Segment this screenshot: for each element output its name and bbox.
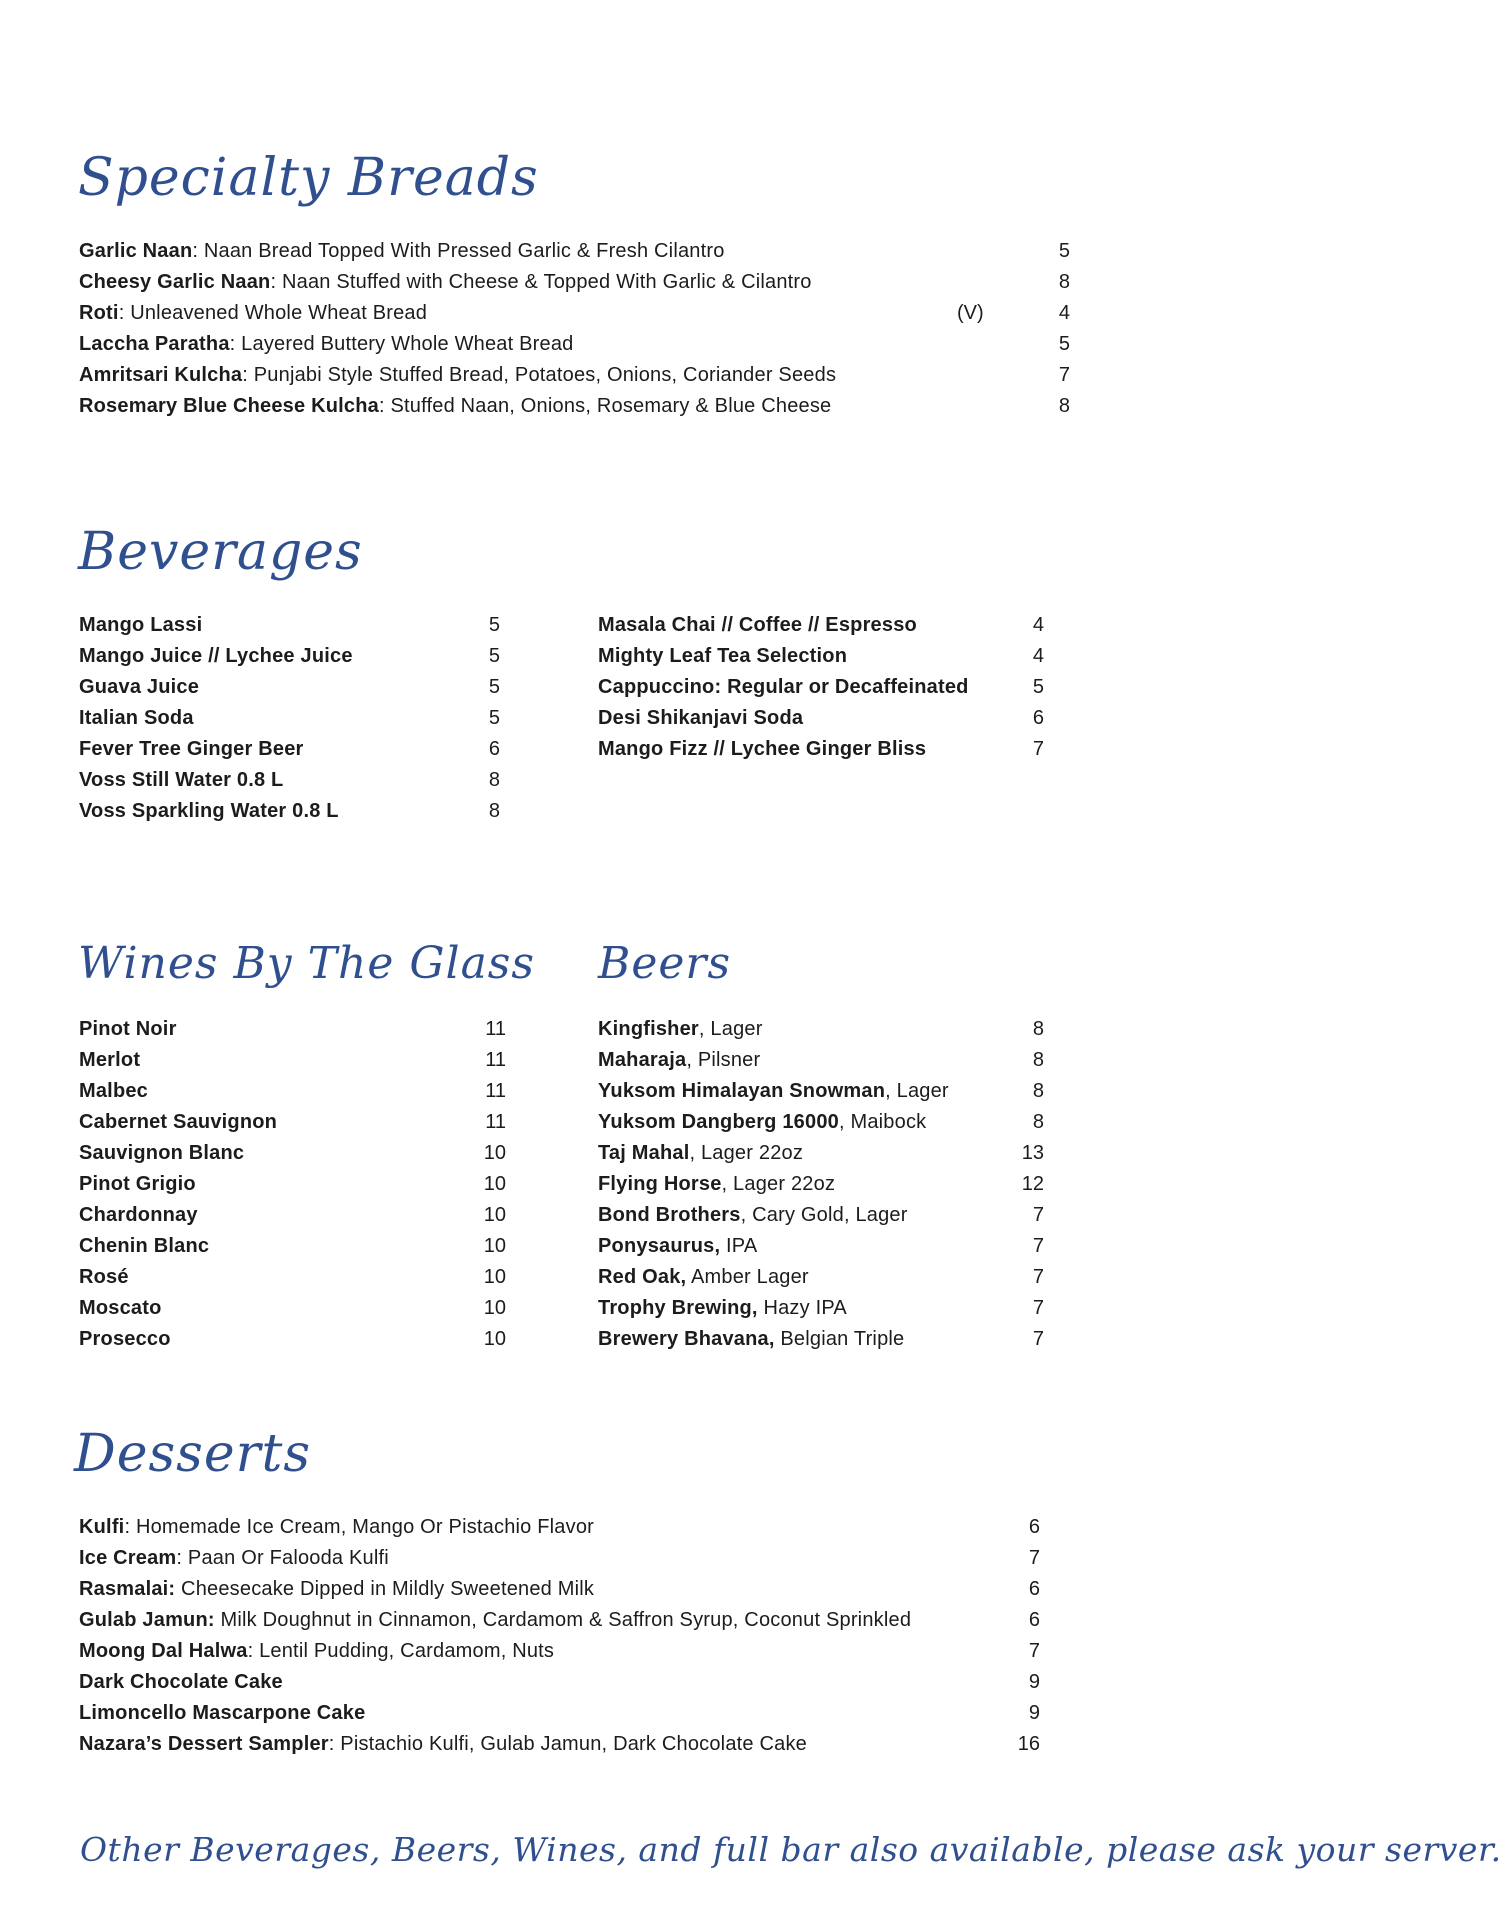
list-item xyxy=(79,360,836,391)
item-price: 10 xyxy=(483,1142,506,1164)
list-item xyxy=(598,734,926,765)
item-price: 6 xyxy=(1028,1516,1040,1538)
item-name: Garlic Naan xyxy=(79,240,193,262)
list-item xyxy=(598,610,917,641)
item-price: 16 xyxy=(1017,1733,1040,1755)
item-price: 8 xyxy=(488,769,500,791)
item-price: 10 xyxy=(483,1297,506,1319)
item-desc: : Homemade Ice Cream, Mango Or Pistachio Flavor xyxy=(124,1516,595,1538)
item-name: Pinot Noir xyxy=(79,1018,177,1040)
item-desc: , Pilsner xyxy=(686,1049,761,1071)
item-price: 7 xyxy=(1028,1547,1040,1569)
item-name: Rosemary Blue Cheese Kulcha xyxy=(79,395,379,417)
item-price: 7 xyxy=(1032,1235,1044,1257)
item-name: Mango Fizz // Lychee Ginger Bliss xyxy=(598,738,927,760)
specialty-breads-title: Specialty Breads xyxy=(78,148,539,208)
item-price: 10 xyxy=(483,1235,506,1257)
item-price: 13 xyxy=(1021,1142,1044,1164)
item-name: Amritsari Kulcha xyxy=(79,364,243,386)
item-price: 8 xyxy=(488,800,500,822)
item-price: 8 xyxy=(1058,271,1070,293)
item-name: Taj Mahal xyxy=(598,1142,690,1164)
wines-title: Wines By The Glass xyxy=(78,938,535,989)
item-name: Cabernet Sauvignon xyxy=(79,1111,278,1133)
item-desc: IPA xyxy=(720,1235,758,1257)
item-price: 7 xyxy=(1058,364,1070,386)
list-item xyxy=(79,1636,554,1667)
footer-note: Other Beverages, Beers, Wines, and full bar also available, please ask your server. xyxy=(80,1830,1502,1869)
item-price: 7 xyxy=(1032,738,1044,760)
list-item xyxy=(79,703,194,734)
item-name: Rosé xyxy=(79,1266,129,1288)
item-name: Cheesy Garlic Naan xyxy=(79,271,271,293)
item-name: Chenin Blanc xyxy=(79,1235,210,1257)
item-name: Ponysaurus, xyxy=(598,1235,721,1257)
item-price: 7 xyxy=(1032,1297,1044,1319)
item-name: Desi Shikanjavi Soda xyxy=(598,707,804,729)
list-item xyxy=(79,267,812,298)
item-price: 10 xyxy=(483,1204,506,1226)
item-desc: Naan Bread Topped With Pressed Garlic & Fresh Cilantro xyxy=(203,240,725,262)
list-item xyxy=(79,1698,365,1729)
item-price: 9 xyxy=(1028,1671,1040,1693)
item-name: Pinot Grigio xyxy=(79,1173,196,1195)
item-desc: , Lager 22oz xyxy=(721,1173,836,1195)
list-item xyxy=(598,1231,757,1262)
item-name: Dark Chocolate Cake xyxy=(79,1671,283,1693)
item-price: 7 xyxy=(1032,1266,1044,1288)
item-name: Fever Tree Ginger Beer xyxy=(79,738,304,760)
list-item xyxy=(79,1169,196,1200)
item-desc: Cheesecake Dipped in Mildly Sweetened Milk xyxy=(175,1578,595,1600)
list-item xyxy=(598,1076,949,1107)
item-name: Yuksom Dangberg 16000 xyxy=(598,1111,839,1133)
item-sep: : xyxy=(242,364,254,386)
list-item xyxy=(79,1605,911,1636)
item-name: Nazara’s Dessert Sampler xyxy=(79,1733,329,1755)
item-name: Roti xyxy=(79,302,119,324)
list-item xyxy=(598,1262,809,1293)
item-name: Italian Soda xyxy=(79,707,194,729)
item-name: Yuksom Himalayan Snowman xyxy=(598,1080,886,1102)
item-name: Voss Sparkling Water 0.8 L xyxy=(79,800,339,822)
item-desc: Stuffed Naan, Onions, Rosemary & Blue Cheese xyxy=(390,395,832,417)
item-name: Ice Cream xyxy=(79,1547,177,1569)
list-item xyxy=(598,1200,908,1231)
beverages-title: Beverages xyxy=(78,522,363,582)
item-price: 4 xyxy=(1032,614,1044,636)
list-item xyxy=(79,672,199,703)
item-name: Moong Dal Halwa xyxy=(79,1640,248,1662)
list-item xyxy=(79,734,304,765)
list-item xyxy=(79,1543,389,1574)
item-name: Kingfisher xyxy=(598,1018,699,1040)
item-desc: , Lager xyxy=(698,1018,763,1040)
list-item xyxy=(79,236,725,267)
desserts-title: Desserts xyxy=(74,1424,312,1484)
item-name: Merlot xyxy=(79,1049,141,1071)
list-item xyxy=(598,672,969,703)
item-name: Limoncello Mascarpone Cake xyxy=(79,1702,366,1724)
item-name: Maharaja xyxy=(598,1049,687,1071)
list-item xyxy=(79,1512,594,1543)
item-desc: Layered Buttery Whole Wheat Bread xyxy=(241,333,574,355)
item-price: 6 xyxy=(1028,1609,1040,1631)
item-desc: Naan Stuffed with Cheese & Topped With Garlic & Cilantro xyxy=(282,271,812,293)
list-item xyxy=(598,1169,835,1200)
item-price: 6 xyxy=(488,738,500,760)
item-name: Sauvignon Blanc xyxy=(79,1142,245,1164)
item-price: 11 xyxy=(485,1111,506,1133)
item-price: 5 xyxy=(1032,676,1044,698)
item-name: Red Oak, xyxy=(598,1266,687,1288)
item-price: 7 xyxy=(1032,1328,1044,1350)
item-price: 11 xyxy=(485,1049,506,1071)
item-price: 11 xyxy=(485,1080,506,1102)
list-item xyxy=(79,1293,162,1324)
item-price: 4 xyxy=(1058,302,1070,324)
list-item xyxy=(79,610,202,641)
list-item xyxy=(79,1138,244,1169)
item-desc: : Lentil Pudding, Cardamom, Nuts xyxy=(247,1640,555,1662)
item-name: Cappuccino: Regular or Decaffeinated xyxy=(598,676,969,698)
item-price: 7 xyxy=(1032,1204,1044,1226)
list-item xyxy=(79,1045,140,1076)
item-desc: : Paan Or Falooda Kulfi xyxy=(176,1547,389,1569)
item-price: 12 xyxy=(1021,1173,1044,1195)
list-item xyxy=(79,1667,283,1698)
list-item xyxy=(79,796,339,827)
item-price: 8 xyxy=(1032,1018,1044,1040)
item-sep: : xyxy=(118,302,131,324)
item-price: 5 xyxy=(488,645,500,667)
item-sep: : xyxy=(229,333,242,355)
item-name: Guava Juice xyxy=(79,676,200,698)
item-price: 8 xyxy=(1058,395,1070,417)
item-name: Rasmalai: xyxy=(79,1578,176,1600)
item-name: Moscato xyxy=(79,1297,162,1319)
item-desc: , Lager xyxy=(885,1080,949,1102)
item-price: 10 xyxy=(483,1173,506,1195)
item-price: 8 xyxy=(1032,1080,1044,1102)
item-price: 5 xyxy=(488,707,500,729)
item-price: 5 xyxy=(488,676,500,698)
item-name: Flying Horse xyxy=(598,1173,722,1195)
item-desc: , Maibock xyxy=(838,1111,927,1133)
list-item xyxy=(79,1729,807,1760)
item-price: 8 xyxy=(1032,1111,1044,1133)
item-price: 4 xyxy=(1032,645,1044,667)
list-item xyxy=(79,298,427,329)
list-item xyxy=(79,1107,277,1138)
item-price: 5 xyxy=(488,614,500,636)
item-desc: Hazy IPA xyxy=(757,1297,847,1319)
list-item xyxy=(598,641,847,672)
list-item xyxy=(79,1324,171,1355)
list-item xyxy=(598,1014,763,1045)
item-sep: : xyxy=(192,240,204,262)
item-name: Masala Chai // Coffee // Espresso xyxy=(598,614,917,636)
list-item xyxy=(79,641,353,672)
item-name: Mighty Leaf Tea Selection xyxy=(598,645,848,667)
vegan-tag: (V) xyxy=(957,302,984,324)
list-item xyxy=(79,1200,198,1231)
item-price: 11 xyxy=(485,1018,506,1040)
list-item xyxy=(598,1045,760,1076)
list-item xyxy=(598,1107,926,1138)
item-name: Mango Juice // Lychee Juice xyxy=(79,645,353,667)
item-price: 9 xyxy=(1028,1702,1040,1724)
item-price: 7 xyxy=(1028,1640,1040,1662)
item-name: Laccha Paratha xyxy=(79,333,230,355)
item-price: 6 xyxy=(1032,707,1044,729)
list-item xyxy=(79,1574,594,1605)
item-price: 5 xyxy=(1058,240,1070,262)
item-desc: , Cary Gold, Lager xyxy=(740,1204,908,1226)
item-desc: : Pistachio Kulfi, Gulab Jamun, Dark Chocolate Cake xyxy=(328,1733,807,1755)
item-name: Kulfi xyxy=(79,1516,125,1538)
list-item xyxy=(598,1324,904,1355)
item-name: Gulab Jamun: xyxy=(79,1609,215,1631)
item-price: 8 xyxy=(1032,1049,1044,1071)
list-item xyxy=(79,391,831,422)
item-name: Voss Still Water 0.8 L xyxy=(79,769,284,791)
list-item xyxy=(79,329,574,360)
list-item xyxy=(598,703,803,734)
item-desc: Milk Doughnut in Cinnamon, Cardamom & Saffron Syrup, Coconut Sprinkled xyxy=(214,1609,912,1631)
item-desc: Belgian Triple xyxy=(774,1328,905,1350)
item-name: Mango Lassi xyxy=(79,614,203,636)
list-item xyxy=(79,1262,129,1293)
item-desc: Unleavened Whole Wheat Bread xyxy=(130,302,428,324)
item-name: Prosecco xyxy=(79,1328,171,1350)
item-name: Malbec xyxy=(79,1080,149,1102)
list-item xyxy=(79,1014,177,1045)
list-item xyxy=(598,1138,803,1169)
list-item xyxy=(79,765,283,796)
beers-title: Beers xyxy=(598,938,732,989)
list-item xyxy=(79,1231,209,1262)
item-sep: : xyxy=(270,271,282,293)
item-price: 10 xyxy=(483,1266,506,1288)
item-name: Brewery Bhavana, xyxy=(598,1328,775,1350)
item-sep: : xyxy=(378,395,391,417)
item-price: 10 xyxy=(483,1328,506,1350)
item-desc: , Lager 22oz xyxy=(689,1142,804,1164)
item-name: Bond Brothers xyxy=(598,1204,741,1226)
item-name: Trophy Brewing, xyxy=(598,1297,758,1319)
list-item xyxy=(79,1076,148,1107)
item-price: 5 xyxy=(1058,333,1070,355)
item-price: 6 xyxy=(1028,1578,1040,1600)
list-item xyxy=(598,1293,847,1324)
item-desc: Punjabi Style Stuffed Bread, Potatoes, Onions, Coriander Seeds xyxy=(253,364,837,386)
item-name: Chardonnay xyxy=(79,1204,198,1226)
item-desc: Amber Lager xyxy=(686,1266,809,1288)
